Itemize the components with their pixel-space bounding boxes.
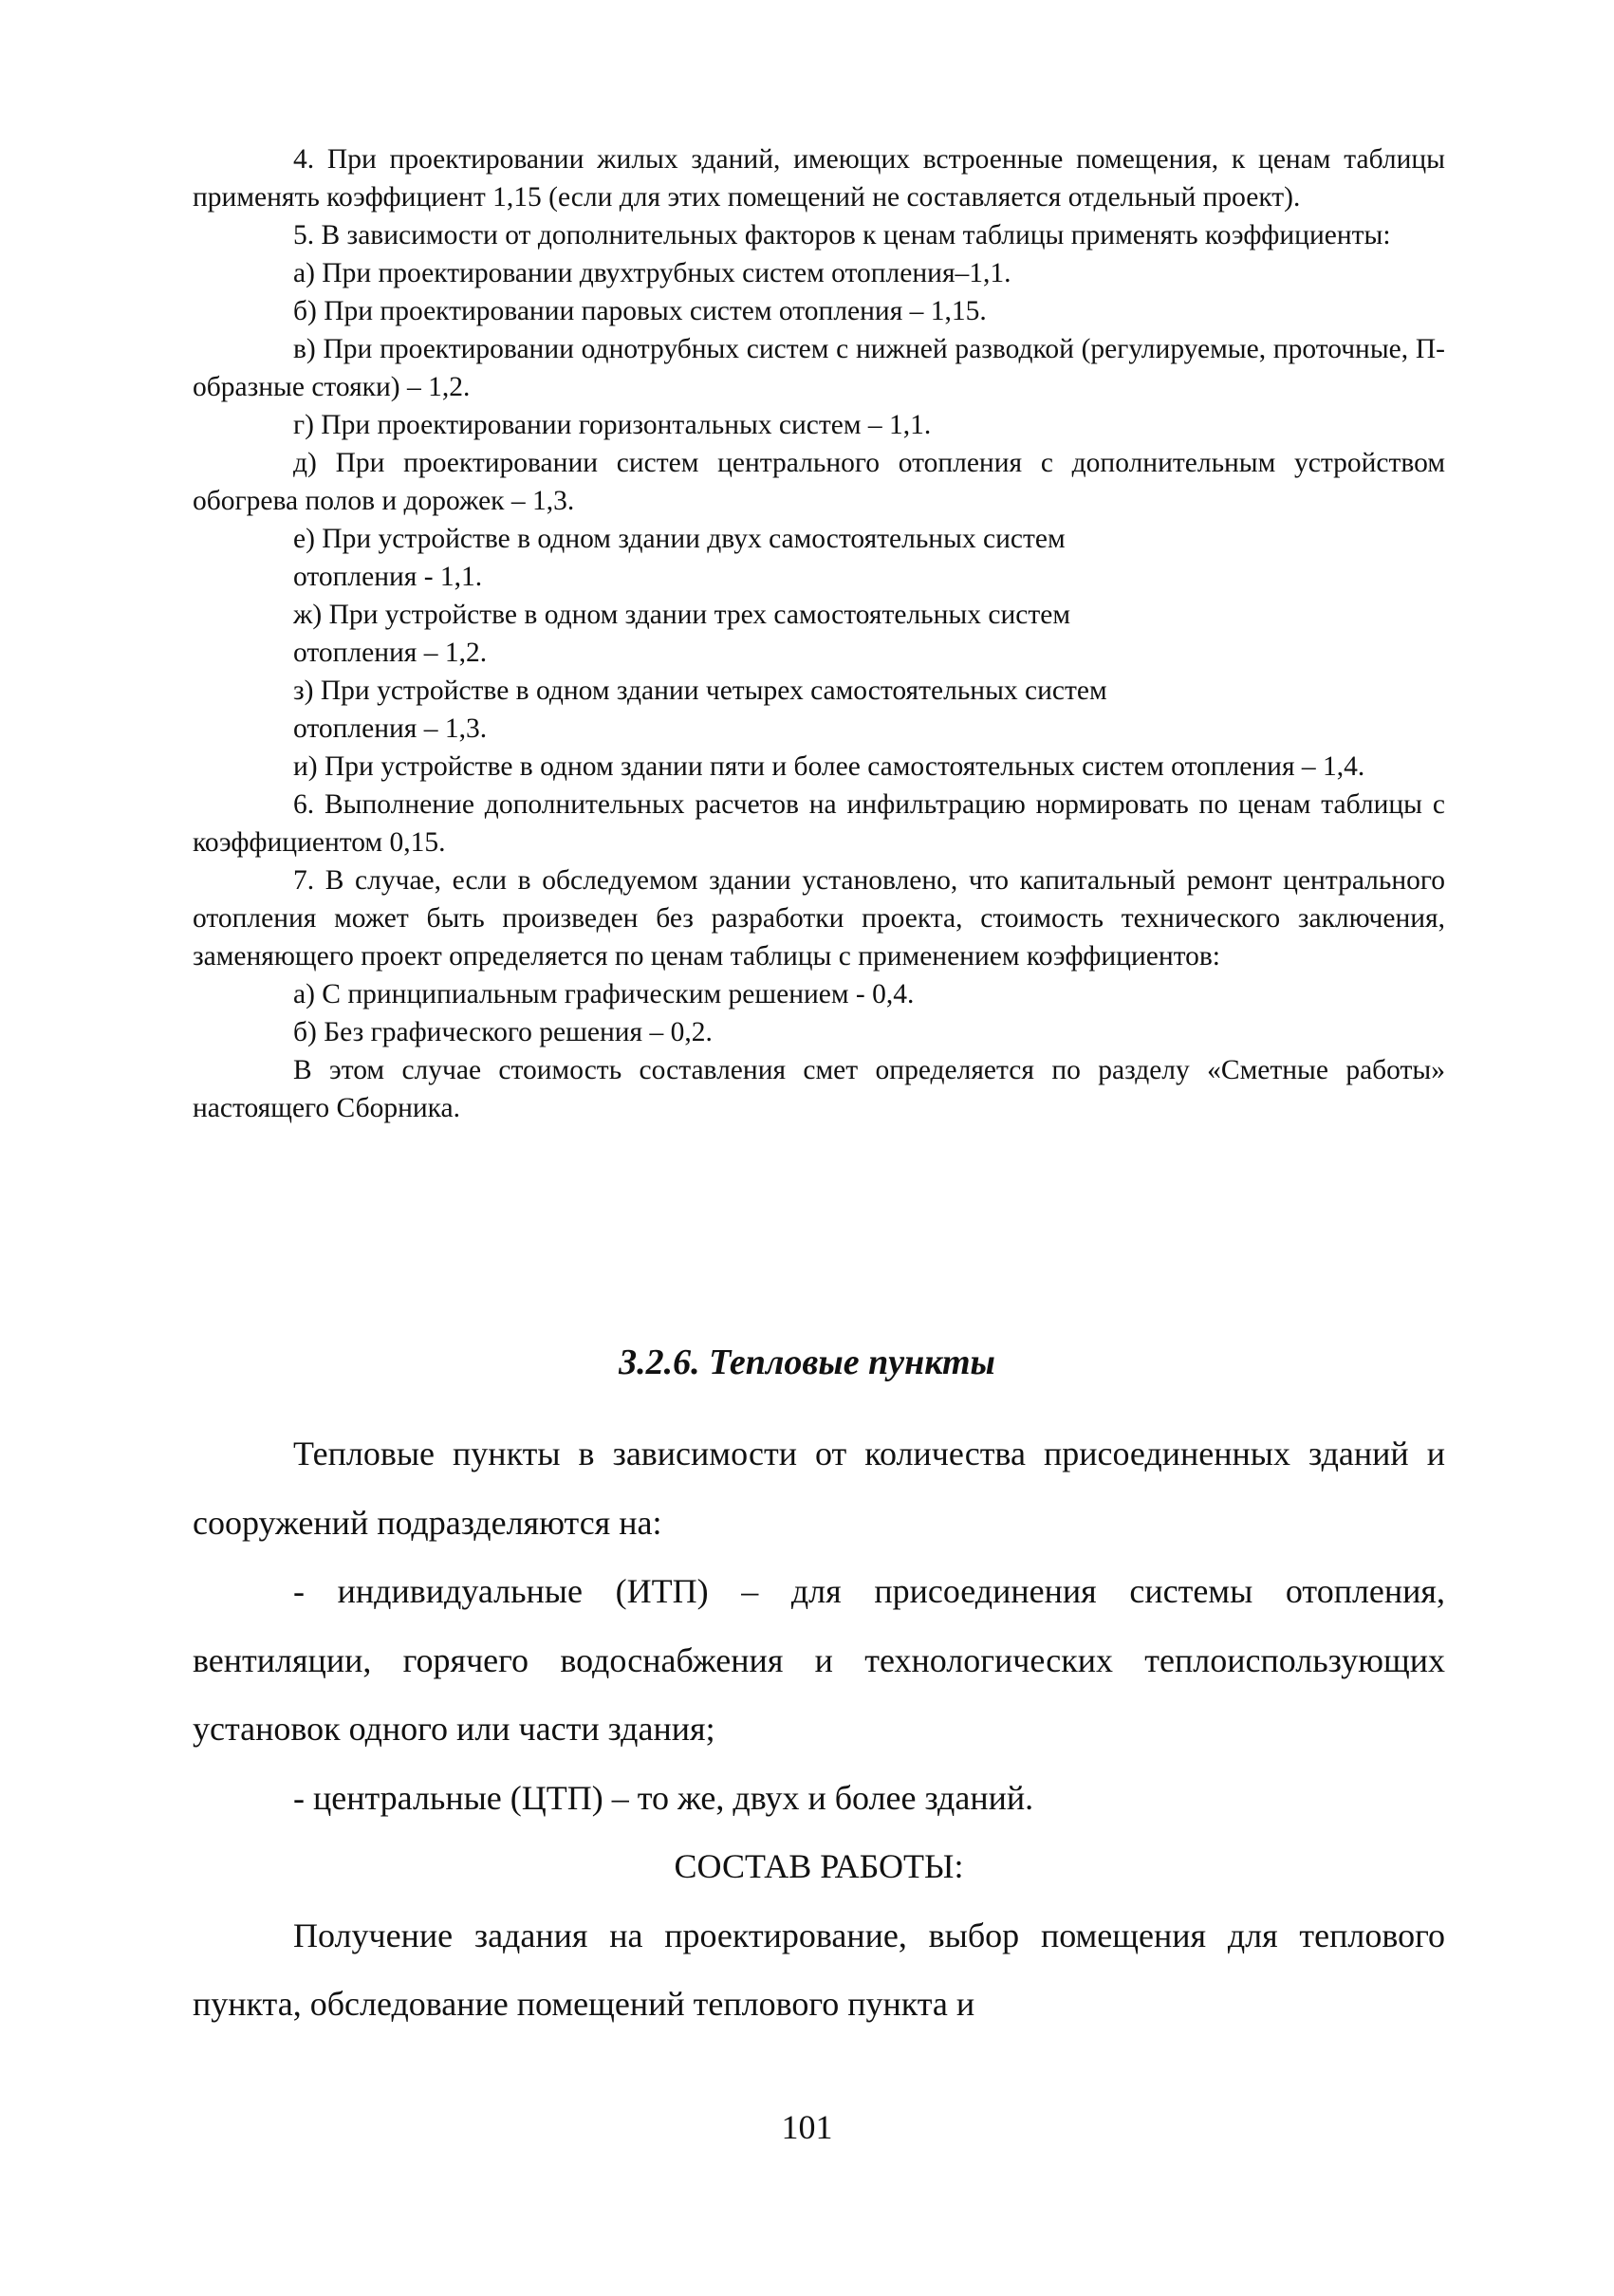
ctp-definition: - центральные (ЦТП) – то же, двух и более зданий. bbox=[293, 1778, 1034, 1817]
work-composition-text: Получение задания на проектирование, выбор помещения для теплового пункта, обследование помещений теплового пункта и bbox=[193, 1916, 1445, 2023]
item-7b: б) Без графического решения – 0,2. bbox=[293, 1017, 713, 1047]
paragraph-7: 7. В случае, если в обследуемом здании установлено, что капитальный ремонт центрального отопления может быть произведен без разработки проекта, стоимость технического заключения, заменяющего проект определяется по ценам таблицы с применением коэффициентов: bbox=[193, 865, 1445, 972]
item-5z-line-1: з) При устройстве в одном здании четырех самостоятельных систем bbox=[293, 676, 1107, 706]
item-5e-line-2: отопления - 1,1. bbox=[293, 562, 483, 592]
item-5d: д) При проектировании систем центрального отопления с дополнительным устройством обогрева полов и дорожек – 1,3. bbox=[193, 448, 1445, 516]
upper-text-block bbox=[193, 140, 1445, 1127]
item-5zh-line-2: отопления – 1,2. bbox=[293, 638, 488, 668]
section-title: 3.2.6. Тепловые пункты bbox=[619, 1342, 995, 1382]
item-5v: в) При проектировании однотрубных систем с нижней разводкой (регулируемые, проточные, П- образные стояки) – 1,2. bbox=[193, 334, 1445, 402]
item-5i: и) При устройстве в одном здании пяти и более самостоятельных систем отопления – 1,4. bbox=[293, 751, 1365, 782]
paragraph-6: 6. Выполнение дополнительных расчетов на инфильтрацию нормировать по ценам таблицы с коэффициентом 0,15. bbox=[193, 789, 1445, 858]
item-5e-line-1: е) При устройстве в одном здании двух самостоятельных систем bbox=[293, 524, 1066, 554]
page-number: 101 bbox=[781, 2108, 833, 2146]
item-5zh-line-1: ж) При устройстве в одном здании трех самостоятельных систем bbox=[293, 600, 1070, 630]
paragraph-5: 5. В зависимости от дополнительных факторов к ценам таблицы применять коэффициенты: bbox=[293, 220, 1391, 250]
paragraph-4: 4. При проектировании жилых зданий, имеющих встроенные помещения, к ценам таблицы применять коэффициент 1,15 (если для этих помещений не составляется отдельный проект). bbox=[193, 144, 1445, 213]
lower-text-block bbox=[193, 1419, 1445, 2039]
item-7a: а) С принципиальным графическим решением - 0,4. bbox=[293, 979, 915, 1009]
item-5z-line-2: отопления – 1,3. bbox=[293, 713, 488, 744]
heat-points-intro: Тепловые пункты в зависимости от количества присоединенных зданий и сооружений подразделяются на: bbox=[193, 1435, 1445, 1542]
work-composition-heading: СОСТАВ РАБОТЫ: bbox=[674, 1847, 964, 1885]
item-5b: б) При проектировании паровых систем отопления – 1,15. bbox=[293, 296, 987, 326]
item-5a: а) При проектировании двухтрубных систем отопления–1,1. bbox=[293, 258, 1011, 288]
item-5g: г) При проектировании горизонтальных систем – 1,1. bbox=[293, 410, 932, 440]
paragraph-7-note: В этом случае стоимость составления смет определяется по разделу «Сметные работы» настоящего Сборника. bbox=[193, 1055, 1445, 1123]
itp-definition: - индивидуальные (ИТП) – для присоединения системы отопления, вентиляции, горячего водоснабжения и технологических теплоиспользующих установок одного или части здания; bbox=[193, 1572, 1445, 1748]
